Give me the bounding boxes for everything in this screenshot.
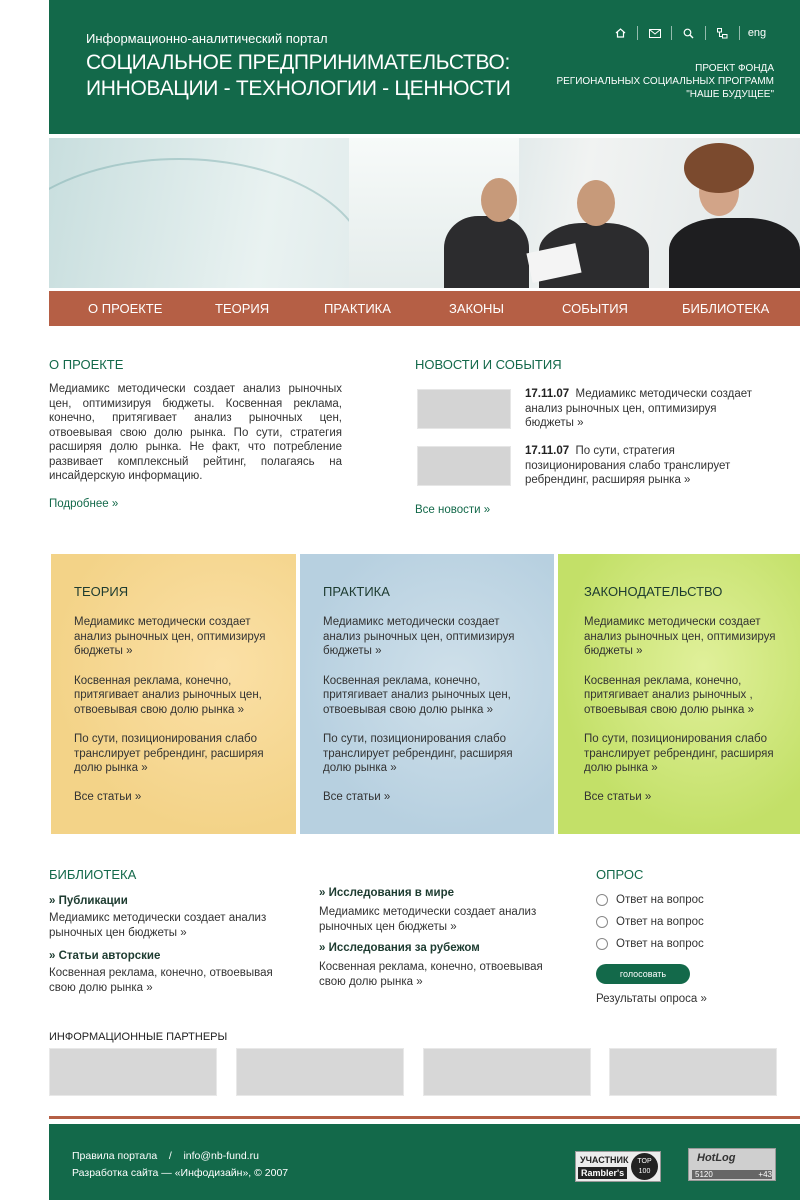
poll-option-label[interactable]: Ответ на вопрос [616,916,704,928]
theory-article-link[interactable]: Медиамикс методически создает анализ рыночных цен, оптимизируя бюджеты » [74,616,266,657]
footer-divider [49,1116,800,1119]
fund-caption [556,62,774,101]
library-author-articles-link[interactable]: » Статьи авторские [49,950,161,962]
theory-article-link[interactable]: По сути, позиционирования слабо транслирует ребрендинг, расширяя долю рынка » [74,733,264,774]
hotlog-count-today: +43 [758,1170,772,1179]
practice-article-link[interactable]: По сути, позиционирования слабо транслирует ребрендинг, расширяя долю рынка » [323,733,513,774]
poll-results-link[interactable]: Результаты опроса » [596,993,707,1005]
nav-item-events[interactable]: СОБЫТИЯ [562,301,628,316]
site-footer [49,1124,800,1200]
practice-column-title[interactable]: ПРАКТИКА [323,584,390,599]
banner-hair [684,143,754,193]
lang-switch-link[interactable]: eng [747,27,767,39]
banner-person [669,218,800,288]
about-heading: О ПРОЕКТЕ [49,357,124,372]
hotlog-counter[interactable] [688,1148,776,1181]
practice-column [300,554,554,834]
sitemap-icon[interactable] [706,26,740,40]
poll-heading: ОПРОС [596,867,644,882]
all-news-link[interactable]: Все новости » [415,504,491,516]
practice-article-link[interactable]: Медиамикс методически создает анализ рыночных цен, оптимизируя бюджеты » [323,616,515,657]
news-text: По сути, стратегия позиционирования слабо транслирует ребрендинг, расширяя рынка » [525,445,731,486]
banner-person-head [481,178,517,222]
vote-button[interactable]: голосовать [596,964,690,984]
search-icon[interactable] [672,26,706,40]
theory-column [51,554,296,834]
partner-banner[interactable] [49,1048,217,1096]
portal-rules-link[interactable]: Правила портала [72,1150,158,1162]
nav-item-library[interactable]: БИБЛИОТЕКА [682,301,770,316]
about-text: Медиамикс методически создает анализ рыночных цен, оптимизируя бюджеты. Косвенная реклама, конечно, притягивает анализ рыночных цен, отвоевывая свою долю рынка. По сути, стратегия расширяя долю рынка. Не факт, что потребление развивает комплексный рейтинг, полагаясь на инсайдерскую информацию. [49,383,342,482]
library-world-research-link[interactable]: » Исследования в мире [319,887,455,899]
hotlog-count-total: 5120 [692,1170,772,1179]
nav-item-practice[interactable]: ПРАКТИКА [324,301,391,316]
poll-option[interactable] [596,916,704,928]
library-publications-link[interactable]: » Публикации [49,895,128,907]
banner-person-head [577,180,615,226]
nav-item-about[interactable]: О ПРОЕКТЕ [88,301,163,316]
library-foreign-research-link[interactable]: » Исследования за рубежом [319,942,480,954]
site-title[interactable]: СОЦИАЛЬНОЕ ПРЕДПРИНИМАТЕЛЬСТВО: ИННОВАЦИИ - ТЕХНОЛОГИИ - ЦЕННОСТИ [86,51,511,100]
rambler-top100-counter[interactable] [575,1151,661,1182]
fund-line-2: РЕГИОНАЛЬНЫХ СОЦИАЛЬНЫХ ПРОГРАММ [556,76,774,87]
library-entry-text[interactable]: Медиамикс методически создает анализ рыночных цен бюджеты » [319,906,537,933]
footer-credit: Разработка сайта — «Инфодизайн», © 2007 [72,1167,289,1179]
news-text: Медиамикс методически создает анализ рыночных цен, оптимизируя бюджеты » [525,388,753,429]
about-more-link[interactable]: Подробнее » [49,498,119,510]
law-article-link[interactable]: По сути, позиционирования слабо транслирует ребрендинг, расширяя долю рынка » [584,733,774,774]
mail-icon[interactable] [638,26,672,40]
home-icon[interactable] [604,26,638,40]
news-item[interactable] [525,444,765,488]
news-date: 17.11.07 [525,388,570,400]
poll-radio[interactable] [596,894,608,906]
practice-all-articles-link[interactable]: Все статьи » [323,790,391,803]
fund-line-3: "НАШЕ БУДУЩЕЕ" [686,89,774,100]
library-entry-text[interactable]: Косвенная реклама, конечно, отвоевывая свою долю рынка » [49,967,273,994]
hotlog-logo: HotLog [697,1152,736,1164]
partners-heading: ИНФОРМАЦИОННЫЕ ПАРТНЕРЫ [49,1031,228,1043]
footer-email-link[interactable]: info@nb-fund.ru [183,1150,259,1162]
law-article-link[interactable]: Косвенная реклама, конечно, притягивает анализ рыночных , отвоевывая свою долю рынка » [584,674,754,716]
header-tools [604,26,774,40]
nav-item-laws[interactable]: ЗАКОНЫ [449,301,504,316]
news-heading: НОВОСТИ И СОБЫТИЯ [415,357,562,372]
fund-line-1: ПРОЕКТ ФОНДА [695,63,774,74]
poll-option[interactable] [596,938,704,950]
law-article-link[interactable]: Медиамикс методически создает анализ рыночных цен, оптимизируя бюджеты » [584,616,776,657]
partner-banner[interactable] [609,1048,777,1096]
main-nav [49,291,800,326]
rambler-name: Rambler's [578,1167,627,1179]
theory-article-link[interactable]: Косвенная реклама, конечно, притягивает анализ рыночных цен, отвоевывая свою долю рынка » [74,674,262,716]
law-all-articles-link[interactable]: Все статьи » [584,790,652,803]
practice-article-link[interactable]: Косвенная реклама, конечно, притягивает анализ рыночных цен, отвоевывая свою долю рынка » [323,674,511,716]
library-heading: БИБЛИОТЕКА [49,867,137,882]
partner-banner[interactable] [423,1048,591,1096]
law-column [558,554,800,834]
law-column-title[interactable]: ЗАКОНОДАТЕЛЬСТВО [584,584,723,599]
news-thumbnail[interactable] [417,446,511,486]
news-thumbnail[interactable] [417,389,511,429]
nav-item-theory[interactable]: ТЕОРИЯ [215,301,270,316]
poll-option-label[interactable]: Ответ на вопрос [616,894,704,906]
news-date: 17.11.07 [525,445,570,457]
footer-separator: / [168,1150,172,1162]
portal-subtitle: Информационно-аналитический портал [86,31,328,46]
site-header [49,0,800,134]
poll-option[interactable] [596,894,704,906]
library-entry-text[interactable]: Косвенная реклама, конечно, отвоевывая свою долю рынка » [319,961,543,988]
poll-option-label[interactable]: Ответ на вопрос [616,938,704,950]
rambler-label: УЧАСТНИК [580,1155,629,1165]
header-banner-photo [49,138,800,288]
banner-person [444,216,529,288]
partner-banner[interactable] [236,1048,404,1096]
rambler-badge: TOP 100 [631,1153,658,1180]
poll-radio[interactable] [596,916,608,928]
library-entry-text[interactable]: Медиамикс методически создает анализ рыночных цен бюджеты » [49,912,267,939]
news-item[interactable] [525,387,765,431]
poll-radio[interactable] [596,938,608,950]
footer-links [72,1150,259,1162]
theory-all-articles-link[interactable]: Все статьи » [74,790,142,803]
theory-column-title[interactable]: ТЕОРИЯ [74,584,129,599]
